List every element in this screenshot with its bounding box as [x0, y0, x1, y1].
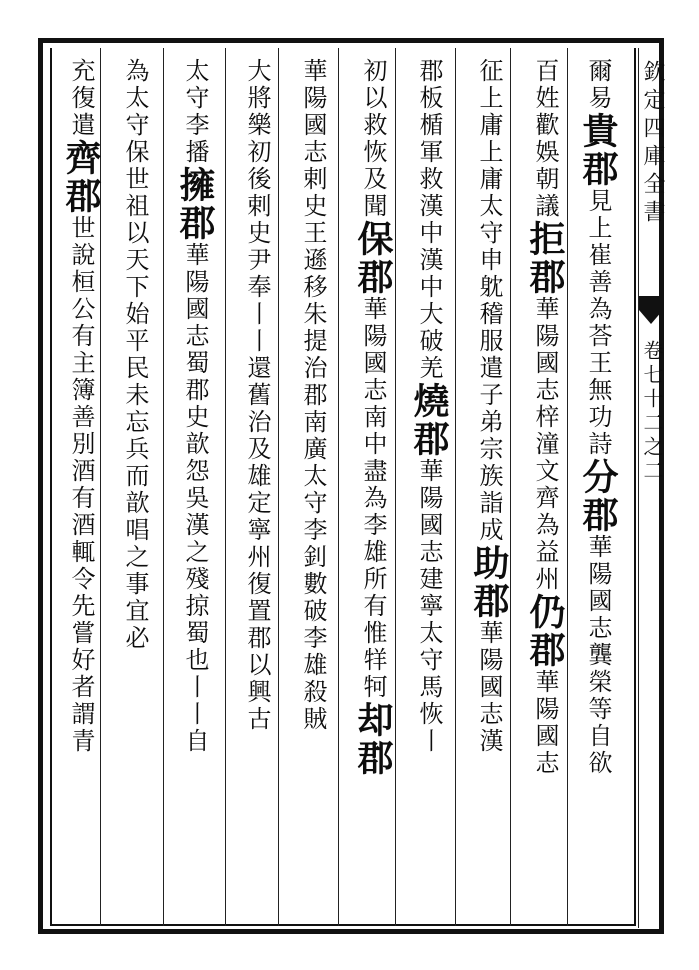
column-text: 華陽國志: [531, 669, 559, 777]
column-rule: [163, 48, 164, 926]
entry-heading: 擁郡: [174, 166, 216, 242]
gutter-rule: [638, 48, 639, 928]
column-text: 世說桓公有主簿善別酒有酒輒令先嘗好者謂青: [67, 215, 95, 755]
fishtail-mark: [639, 296, 663, 330]
column-text: 初以救恢及聞: [359, 58, 387, 220]
text-column-6: [290, 58, 336, 733]
entry-heading: 貴郡: [577, 112, 619, 188]
column-text: 太守李播: [181, 58, 209, 166]
entry-heading: 助郡: [468, 544, 510, 620]
text-column-4: [406, 58, 452, 755]
column-text: 大將樂初後剌史尹奉丨丨還舊治及雄定寧州復置郡以興古: [243, 58, 271, 733]
column-text: 華陽國志梓潼文齊為益州: [531, 296, 559, 593]
text-column-5: [350, 58, 396, 777]
entry-heading: 仍郡: [524, 593, 566, 669]
text-column-2: [522, 58, 568, 777]
text-column-9: [112, 58, 158, 652]
column-rule: [455, 48, 456, 926]
volume-reference: 卷七十二之二: [640, 340, 664, 484]
column-text: 為太守: [121, 58, 149, 139]
text-column-1: [575, 58, 621, 777]
column-text: 爾易: [584, 58, 612, 112]
column-text: 郡板楯軍救漢中漢中大破羌: [415, 58, 443, 382]
column-text: 華陽國志漢: [475, 620, 503, 755]
column-text: 百姓歡娛朝議: [531, 58, 559, 220]
column-text: 華陽國志蜀郡史歆怨吳漢之殘掠蜀也丨丨自: [181, 242, 209, 755]
text-column-3: [466, 58, 512, 755]
text-column-10: [58, 58, 104, 755]
entry-heading: 保郡: [352, 220, 394, 296]
entry-heading: 齊郡: [60, 139, 102, 215]
column-text: 征上庸上庸太守申躭稽服遣子弟宗族詣成: [475, 58, 503, 544]
text-column-8: [172, 58, 218, 755]
entry-heading: 分郡: [577, 458, 619, 534]
column-text: 華陽國志南中盡為李雄所有惟䍧牱: [359, 296, 387, 701]
column-text: 保世祖以天下始平民未忘兵而歆唱之事宜必: [121, 139, 149, 652]
column-text: 華陽國志剌史王遜移朱提治郡南廣太守李釗數破李雄殺賊: [299, 58, 327, 733]
column-text: 見上崔善為荅王無功詩: [584, 188, 612, 458]
column-rule: [225, 48, 226, 926]
book-title: 欽定四庫全書: [640, 60, 665, 228]
entry-heading: 燒郡: [408, 382, 450, 458]
column-rule: [338, 48, 339, 926]
entry-heading: 却郡: [352, 701, 394, 777]
text-column-7: [234, 58, 280, 733]
column-text: 充復遣: [67, 58, 95, 139]
column-text: 華陽國志建寧太守馬恢丨: [415, 458, 443, 755]
entry-heading: 拒郡: [524, 220, 566, 296]
column-text: 華陽國志龔榮等自欲: [584, 534, 612, 777]
